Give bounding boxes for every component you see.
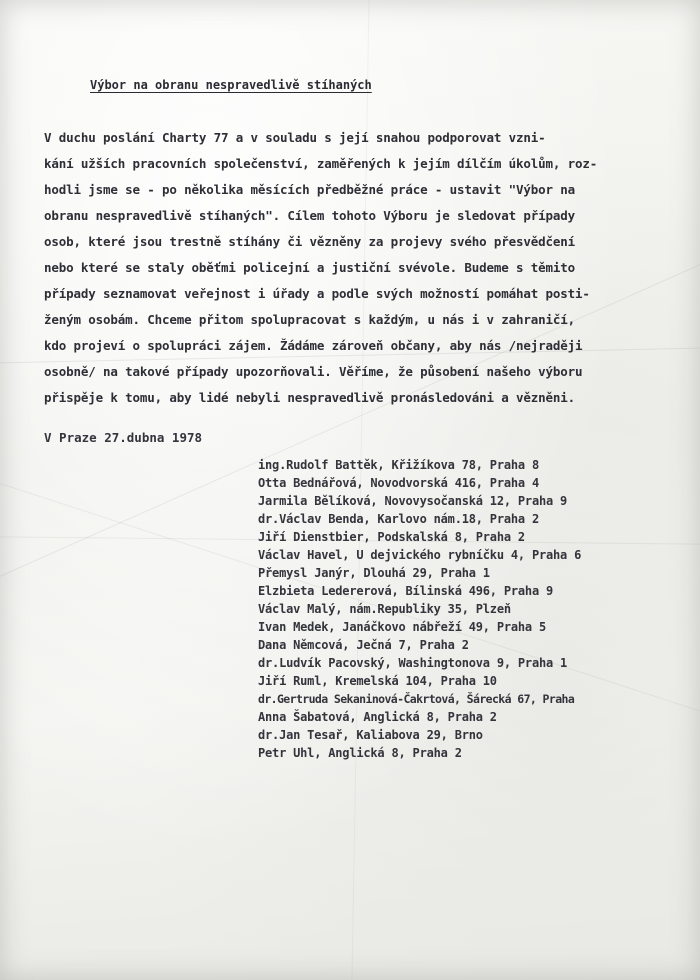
body-line: hodli jsme se - po několika měsících předběžné práce - ustavit "Výbor na [44,182,576,197]
body-line: V duchu poslání Charty 77 a v souladu s její snahou podporovat vzni- [44,130,546,145]
body-line: obranu nespravedlivě stíhaných". Cílem tohoto Výboru je sledovat případy [44,208,576,223]
signatory-line: dr.Václav Benda, Karlovo nám.18, Praha 2 [258,512,539,526]
body-line: kání užších pracovních společenství, zaměřených k jejím dílčím úkolům, roz- [44,156,598,171]
signatory-line: Přemysl Janýr, Dlouhá 29, Praha 1 [258,566,490,580]
signatory-line: dr.Gertruda Sekaninová-Čakrtová, Šárecká 67, Praha [258,692,575,706]
signatory-line: Ivan Medek, Janáčkovo nábřeží 49, Praha 5 [258,620,547,634]
body-line: případy seznamovat veřejnost i úřady a podle svých možností pomáhat posti- [44,286,590,301]
date-line: V Praze 27.dubna 1978 [44,430,203,445]
signatory-line: Otta Bednářová, Novodvorská 416, Praha 4 [258,476,539,490]
signatory-line: Václav Malý, nám.Republiky 35, Plzeň [258,602,511,616]
signatory-line: Jiří Dienstbier, Podskalská 8, Praha 2 [258,530,525,544]
signatory-line: Václav Havel, U dejvického rybníčku 4, Praha 6 [258,548,582,562]
signatory-line: dr.Jan Tesař, Kaliabova 29, Brno [258,728,483,742]
paper-crease [351,0,369,980]
signatory-line: Elzbieta Ledererová, Bílinská 496, Praha 9 [258,584,554,598]
signatory-line: Jarmila Bělíková, Novovysočanská 12, Praha 9 [258,494,568,508]
signatory-line: Petr Uhl, Anglická 8, Praha 2 [258,746,462,760]
signatory-line: ing.Rudolf Battěk, Křižíkova 78, Praha 8 [258,458,539,472]
body-line: ženým osobám. Chceme přitom spolupracovat s každým, u nás i v zahraničí, [44,312,576,327]
signatory-line: Anna Šabatová, Anglická 8, Praha 2 [258,710,497,724]
body-line: osob, které jsou trestně stíhány či vězněny za projevy svého přesvědčení [44,234,576,249]
body-line: nebo které se staly oběťmi policejní a justiční svévole. Budeme s těmito [44,260,576,275]
signatory-line: dr.Ludvík Pacovský, Washingtonova 9, Praha 1 [258,656,568,670]
body-line: přispěje k tomu, aby lidé nebyli nespravedlivě pronásledováni a vězněni. [44,390,576,405]
document-title: Výbor na obranu nespravedlivě stíhaných [90,78,372,92]
body-line: kdo projeví o spolupráci zájem. Žádáme zároveň občany, aby nás /nejraději [44,338,583,353]
signatory-line: Jiří Ruml, Kremelská 104, Praha 10 [258,674,497,688]
body-line: osobně/ na takové případy upozorňovali. Věříme, že působení našeho výboru [44,364,583,379]
signatory-line: Dana Němcová, Ječná 7, Praha 2 [258,638,469,652]
